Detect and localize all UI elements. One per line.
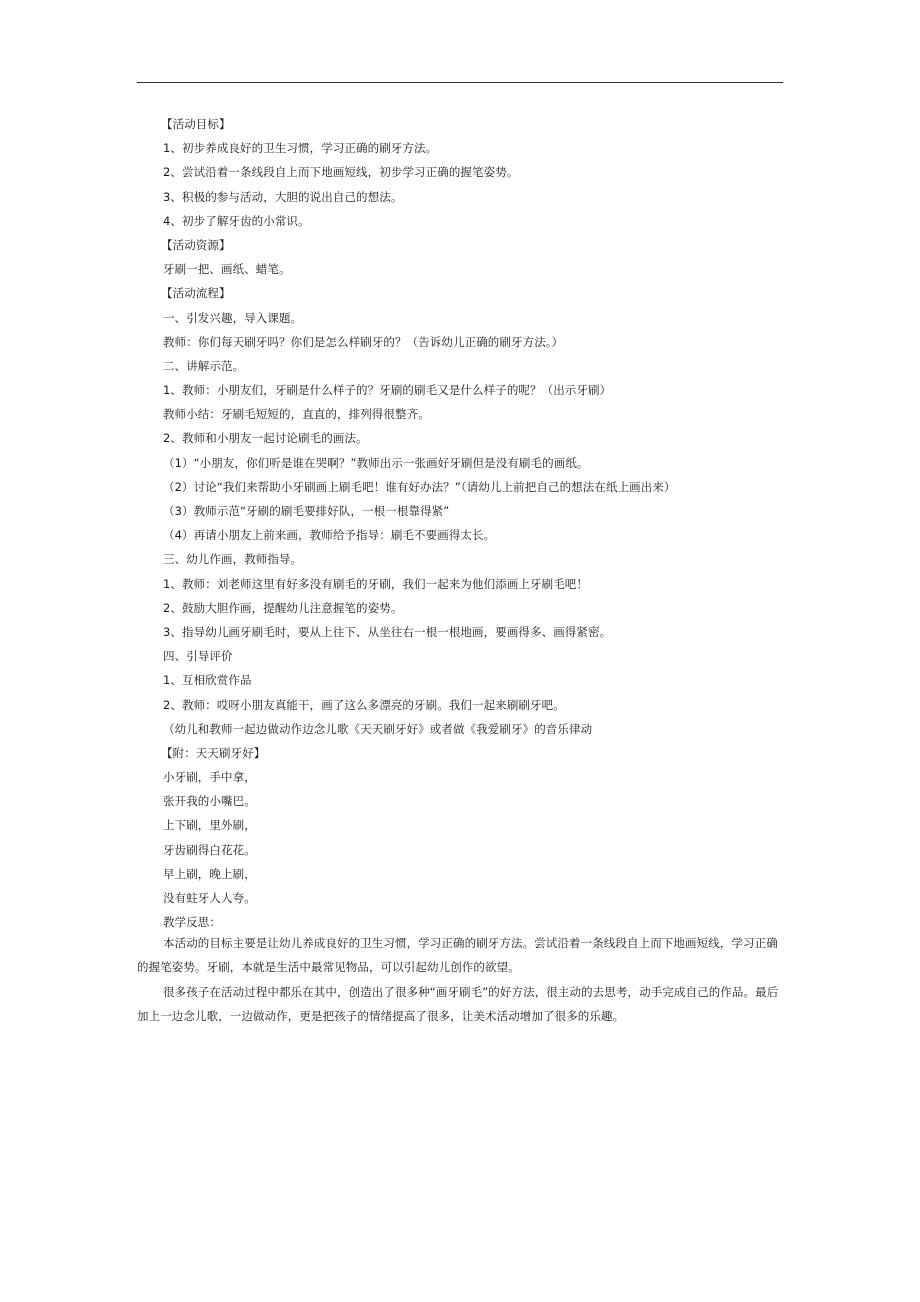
section-heading: 【活动流程】 bbox=[161, 286, 231, 301]
text-line: 2、教师：哎呀小朋友真能干，画了这么多漂亮的牙刷。我们一起来刷刷牙吧。 bbox=[163, 697, 565, 712]
text-line: 3、积极的参与活动，大胆的说出自己的想法。 bbox=[163, 189, 403, 204]
text-line: 上下刷，里外刷， bbox=[163, 818, 256, 833]
text-line: 1、互相欣赏作品 bbox=[163, 673, 252, 688]
text-line: 一、引发兴趣，导入课题。 bbox=[163, 310, 303, 325]
text-line: 教师小结：牙刷毛短短的，直直的，排列得很整齐。 bbox=[163, 407, 430, 422]
text-line: 张开我的小嘴巴。 bbox=[163, 794, 256, 809]
text-line: 1、教师：刘老师这里有好多没有刷毛的牙刷，我们一起来为他们添画上牙刷毛吧！ bbox=[163, 576, 589, 591]
text-line: （4）再请小朋友上前来画，教师给予指导：刷毛不要画得太长。 bbox=[163, 528, 496, 543]
reflection-paragraph-1: 本活动的目标主要是让幼儿养成良好的卫生习惯，学习正确的刷牙方法。尝试沿着一条线段自上而下地画短线，学习正确的握笔姿势。牙刷，本就是生活中最常见物品，可以引起幼儿创作的欲望。 bbox=[137, 936, 778, 975]
text-line: （3）教师示范“牙刷的刷毛要排好队，一根一根靠得紧” bbox=[163, 504, 450, 518]
text-line: 牙刷一把、画纸、蜡笔。 bbox=[163, 262, 291, 277]
text-line: （2）讨论“我们来帮助小牙刷画上刷毛吧！谁有好办法？”（请幼儿上前把自己的想法在纸上画出来） bbox=[163, 479, 676, 494]
section-heading: 【活动资源】 bbox=[161, 237, 231, 252]
text-line: 早上刷，晚上刷， bbox=[163, 866, 256, 881]
text-line: 四、引导评价 bbox=[163, 649, 233, 664]
text-line: 教学反思： bbox=[163, 915, 221, 930]
section-heading: 【活动目标】 bbox=[161, 117, 231, 131]
text-line: 1、初步养成良好的卫生习惯，学习正确的刷牙方法。 bbox=[163, 141, 438, 156]
text-line: 4、初步了解牙齿的小常识。 bbox=[163, 213, 310, 228]
reflection-paragraph-2: 很多孩子在活动过程中都乐在其中，创造出了很多种“画牙刷毛”的好方法，很主动的去思考，动手完成自己的作品。最后加上一边念儿歌，一边做动作，更是把孩子的情绪提高了很多，让美术活动增加了很多的乐趣。 bbox=[137, 985, 779, 1024]
text-line: （1）“小朋友，你们听是谁在哭啊？”教师出示一张画好牙刷但是没有刷毛的画纸。 bbox=[163, 455, 589, 470]
text-line: 没有蛀牙人人夸。 bbox=[163, 891, 256, 905]
text-line: 3、指导幼儿画牙刷毛时，要从上往下、从坐往右一根一根地画，要画得多、画得紧密。 bbox=[163, 624, 612, 639]
text-line: 二、讲解示范。 bbox=[163, 358, 245, 373]
text-line: 教师：你们每天刷牙吗？你们是怎么样刷牙的？（告诉幼儿正确的刷牙方法。） bbox=[163, 334, 564, 349]
section-heading: 【附：天天刷牙好】 bbox=[161, 745, 266, 760]
text-line: 1、教师：小朋友们，牙刷是什么样子的？牙刷的刷毛又是什么样子的呢？（出示牙刷） bbox=[163, 383, 612, 398]
text-line: 2、鼓励大胆作画，提醒幼儿注意握笔的姿势。 bbox=[163, 600, 403, 615]
text-line: 2、教师和小朋友一起讨论刷毛的画法。 bbox=[163, 431, 368, 446]
document-body bbox=[163, 112, 788, 934]
header-rule bbox=[137, 82, 783, 83]
text-line: （幼儿和教师一起边做动作边念儿歌《天天刷牙好》或者做《我爱刷牙》的音乐律动 bbox=[163, 721, 593, 736]
text-line: 牙齿刷得白花花。 bbox=[163, 842, 256, 857]
text-line: 小牙刷，手中拿， bbox=[163, 770, 256, 785]
text-line: 2、尝试沿着一条线段自上而下地画短线，初步学习正确的握笔姿势。 bbox=[163, 165, 519, 180]
text-line: 三、幼儿作画，教师指导。 bbox=[163, 552, 303, 567]
